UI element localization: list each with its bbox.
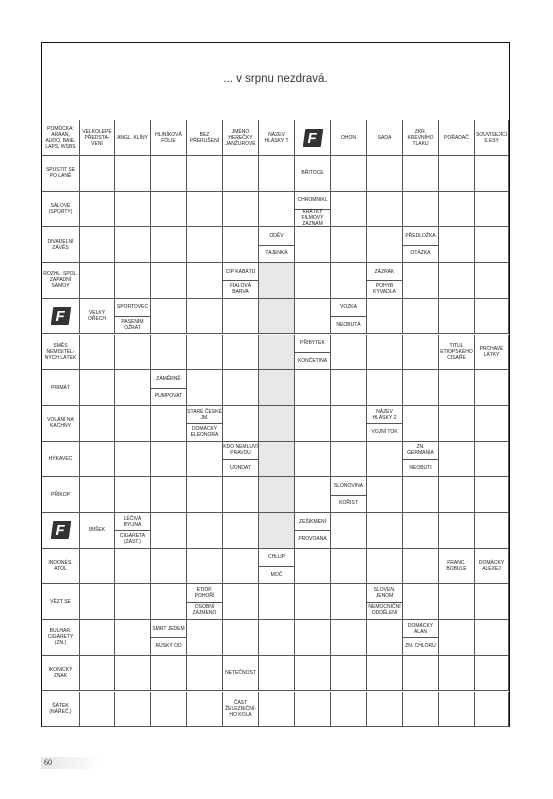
- answer-cell: [331, 656, 367, 692]
- answer-cell: [295, 656, 331, 692]
- answer-cell: [80, 406, 115, 442]
- clue-top: NÁZEV HLÁSKY Z: [367, 406, 402, 424]
- title-area: [42, 43, 509, 121]
- clue-top: ODĚV: [259, 227, 294, 245]
- answer-cell: [223, 227, 259, 263]
- answer-cell: [115, 692, 151, 728]
- clue-top: CHROMNIKL: [295, 192, 330, 210]
- answer-cell: [367, 656, 403, 692]
- answer-cell: [187, 513, 223, 549]
- clue-top: DOMÁCKY ALAN: [403, 620, 438, 638]
- answer-cell: [475, 263, 509, 299]
- answer-cell: [115, 227, 151, 263]
- answer-cell: [403, 584, 439, 620]
- clue-cell: PRIMÁT: [42, 370, 80, 406]
- header-clue-4: BEZ PŘERUŠENÍ: [187, 120, 223, 156]
- answer-cell: [295, 299, 331, 335]
- answer-cell: [439, 513, 475, 549]
- answer-cell: [151, 442, 187, 478]
- answer-cell: [439, 370, 475, 406]
- clue-cell: PRCHAVÉ LÁTKY: [475, 335, 509, 371]
- clue-bottom: KONČETINA: [297, 357, 328, 364]
- answer-cell: [295, 263, 331, 299]
- clue-bottom: VOJNÍ TOK: [371, 428, 398, 435]
- answer-cell: [151, 549, 187, 585]
- answer-cell: [151, 227, 187, 263]
- clue-cell: HÝKAVEC: [42, 442, 80, 478]
- clue-cell: ČÁST ŽELEZNIČNÍ-HO KOLA: [223, 692, 259, 728]
- answer-cell: [331, 156, 367, 192]
- answer-cell: [223, 156, 259, 192]
- split-clue-cell: [187, 584, 223, 620]
- header-clue-6: NÁZEV HLÁSKY T: [259, 120, 295, 156]
- clue-top: PŘÍBYTEK: [295, 335, 330, 353]
- answer-cell: [115, 335, 151, 371]
- split-clue-cell: [295, 513, 331, 549]
- answer-cell: [259, 656, 295, 692]
- answer-cell: [187, 227, 223, 263]
- clue-top: CÍP KABÁTU: [223, 263, 258, 281]
- split-clue-cell: [259, 227, 295, 263]
- clue-bottom: TAJENKA: [265, 250, 288, 257]
- header-clue-3: HLINÍKOVÁ FÓLIE: [151, 120, 187, 156]
- answer-cell: [115, 656, 151, 692]
- answer-cell: [403, 156, 439, 192]
- answer-cell: [187, 692, 223, 728]
- answer-cell: [295, 370, 331, 406]
- cell-r4-c0: [42, 299, 80, 335]
- answer-cell: [223, 477, 259, 513]
- split-clue-cell: [331, 299, 367, 335]
- answer-cell: [151, 406, 187, 442]
- clue-bottom: KRÁTKÝ FILMOVÝ ZÁZNAM: [301, 208, 324, 227]
- clue-cell: DIVADELNÍ ZÁVĚS: [42, 227, 80, 263]
- answer-cell: [259, 477, 295, 513]
- clue-top: LÉČIVÁ BYLINA: [115, 513, 150, 531]
- answer-cell: [80, 692, 115, 728]
- answer-cell: [475, 656, 509, 692]
- answer-cell: [403, 370, 439, 406]
- answer-cell: [475, 477, 509, 513]
- clue-cell: VĚZT SE: [42, 584, 80, 620]
- answer-cell: [115, 584, 151, 620]
- split-clue-cell: [331, 477, 367, 513]
- clue-cell: IBIŠEK: [80, 513, 115, 549]
- answer-cell: [187, 156, 223, 192]
- answer-cell: [439, 656, 475, 692]
- header-clue-11: POŘADAČ: [439, 120, 475, 156]
- answer-cell: [295, 584, 331, 620]
- clue-cell: DOMÁCKY ALEXEJ: [475, 549, 509, 585]
- answer-cell: [403, 406, 439, 442]
- answer-cell: [475, 227, 509, 263]
- clue-bottom: UONDAT: [230, 464, 251, 471]
- header-clue-12: SOUVISEJÍCÍ S ESY: [475, 120, 509, 156]
- answer-cell: [151, 656, 187, 692]
- clue-bottom: POHYB KYVADLA: [373, 283, 396, 296]
- answer-cell: [80, 370, 115, 406]
- answer-cell: [367, 513, 403, 549]
- split-clue-cell: [115, 513, 151, 549]
- answer-cell: [367, 370, 403, 406]
- answer-cell: [367, 549, 403, 585]
- clue-cell: TITUL ETIOPSKÉHO CÍSAŘE: [439, 335, 475, 371]
- answer-cell: [259, 370, 295, 406]
- split-clue-cell: [403, 620, 439, 656]
- header-clue-9: SADA: [367, 120, 403, 156]
- clue-top: SLOVEN. JENOM: [367, 584, 402, 602]
- answer-cell: [403, 513, 439, 549]
- clue-top: ZÁMĚRNĚ: [151, 370, 186, 388]
- answer-cell: [475, 442, 509, 478]
- clue-top: ZEŠIKMENÍ: [295, 513, 330, 531]
- clue-bottom: PUMPOVAT: [154, 393, 183, 400]
- header-clue-1: VELKOLEPÉ PŘEDSTA-VENÍ: [80, 120, 115, 156]
- clue-top: SMRT JEDEM: [151, 620, 186, 638]
- cell-r10-c0: [42, 513, 80, 549]
- answer-cell: [151, 584, 187, 620]
- crossword-grid: [41, 42, 510, 727]
- split-clue-cell: [151, 620, 187, 656]
- clue-bottom: NEOBUTÁ: [336, 321, 361, 328]
- split-clue-cell: [367, 263, 403, 299]
- answer-cell: [223, 299, 259, 335]
- answer-cell: [223, 549, 259, 585]
- answer-cell: [223, 192, 259, 228]
- answer-cell: [259, 192, 295, 228]
- answer-cell: [331, 370, 367, 406]
- answer-cell: [475, 192, 509, 228]
- answer-cell: [115, 192, 151, 228]
- answer-cell: [151, 335, 187, 371]
- answer-cell: [259, 299, 295, 335]
- answer-cell: [367, 477, 403, 513]
- answer-cell: [80, 584, 115, 620]
- publisher-logo-icon: F: [52, 521, 70, 539]
- clue-cell: FRANC. BOBULE: [439, 549, 475, 585]
- clue-cell: SÁLOVÉ (SPORTY): [42, 192, 80, 228]
- answer-cell: [367, 335, 403, 371]
- answer-cell: [187, 477, 223, 513]
- page-number: 60: [41, 757, 101, 769]
- clue-bottom: ZN. CHLÓRU: [405, 643, 436, 650]
- answer-cell: [439, 156, 475, 192]
- answer-cell: [223, 370, 259, 406]
- header-clue-8: OHON: [331, 120, 367, 156]
- split-clue-cell: [187, 406, 223, 442]
- answer-cell: [80, 620, 115, 656]
- clue-bottom: RUSKÝ OD: [155, 643, 182, 650]
- answer-cell: [187, 299, 223, 335]
- answer-cell: [403, 692, 439, 728]
- answer-cell: [187, 442, 223, 478]
- answer-cell: [439, 406, 475, 442]
- answer-cell: [115, 477, 151, 513]
- answer-cell: [259, 442, 295, 478]
- answer-cell: [259, 620, 295, 656]
- split-clue-cell: [403, 442, 439, 478]
- answer-cell: [439, 299, 475, 335]
- answer-cell: [475, 406, 509, 442]
- clue-cell: IKONICKÝ ZNAK: [42, 656, 80, 692]
- answer-cell: [80, 442, 115, 478]
- answer-cell: [331, 406, 367, 442]
- clue-bottom: OSOBNÍ ZÁJMENO: [192, 604, 217, 617]
- answer-cell: [115, 549, 151, 585]
- answer-cell: [80, 656, 115, 692]
- answer-cell: [439, 477, 475, 513]
- clue-bottom: MOČ: [270, 571, 283, 578]
- header-clue-0: POMŮCKA: ARAAN, AUDO, BAIE, LAPS, WSBS: [42, 120, 80, 156]
- answer-cell: [80, 263, 115, 299]
- answer-cell: [331, 513, 367, 549]
- answer-cell: [151, 513, 187, 549]
- answer-cell: [439, 227, 475, 263]
- answer-cell: [331, 549, 367, 585]
- answer-cell: [259, 584, 295, 620]
- clue-bottom: KOŘIST: [339, 500, 358, 507]
- answer-cell: [367, 692, 403, 728]
- clue-top: CHLUP: [259, 549, 294, 567]
- answer-cell: [80, 227, 115, 263]
- clue-cell: SMĚS NEMISITEL-NÝCH LÁTEK: [42, 335, 80, 371]
- answer-cell: [439, 584, 475, 620]
- answer-cell: [403, 263, 439, 299]
- answer-cell: [295, 549, 331, 585]
- answer-cell: [151, 263, 187, 299]
- answer-cell: [151, 692, 187, 728]
- clue-top: SPORTOVEC: [115, 299, 150, 317]
- clue-top: ZÁZRAK: [367, 263, 402, 281]
- answer-cell: [187, 620, 223, 656]
- answer-cell: [223, 335, 259, 371]
- answer-cell: [331, 335, 367, 371]
- answer-cell: [403, 477, 439, 513]
- header-clue-5: JMÉNO HEREČKY JANŽUROVÉ: [223, 120, 259, 156]
- clue-cell: BŘITOCE: [295, 156, 331, 192]
- answer-cell: [439, 442, 475, 478]
- split-clue-cell: [295, 335, 331, 371]
- split-clue-cell: [223, 442, 259, 478]
- answer-cell: [403, 335, 439, 371]
- answer-cell: [187, 656, 223, 692]
- clue-top: VOZKA: [331, 299, 366, 317]
- clue-bottom: DOMÁCKY ELEONORA: [190, 425, 219, 438]
- split-clue-cell: [367, 406, 403, 442]
- clue-bottom: NEMOCNIČNÍ ODDĚLENÍ: [368, 604, 401, 617]
- answer-cell: [115, 156, 151, 192]
- split-clue-cell: [367, 584, 403, 620]
- answer-cell: [80, 477, 115, 513]
- split-clue-cell: [295, 192, 331, 228]
- split-clue-cell: [259, 549, 295, 585]
- answer-cell: [367, 299, 403, 335]
- answer-cell: [115, 442, 151, 478]
- split-clue-cell: [151, 370, 187, 406]
- clue-bottom: CIGARETA (ZAST.): [119, 533, 146, 546]
- answer-cell: [331, 620, 367, 656]
- answer-cell: [151, 299, 187, 335]
- clue-bottom: FIALOVÁ BARVA: [229, 283, 252, 296]
- clue-bottom: NEOBUTI: [409, 464, 432, 471]
- answer-cell: [331, 584, 367, 620]
- header-clue-2: ANGL. KLÍNY: [115, 120, 151, 156]
- answer-cell: [331, 263, 367, 299]
- answer-cell: [259, 335, 295, 371]
- answer-cell: [367, 156, 403, 192]
- answer-cell: [331, 442, 367, 478]
- clue-bottom: PROVOANÁ: [298, 536, 327, 543]
- answer-cell: [259, 692, 295, 728]
- answer-cell: [367, 620, 403, 656]
- answer-cell: [187, 263, 223, 299]
- header-clue-7: [295, 120, 331, 156]
- answer-cell: [475, 620, 509, 656]
- answer-cell: [439, 263, 475, 299]
- answer-cell: [80, 192, 115, 228]
- clue-cell: INDONÉS. ATOL: [42, 549, 80, 585]
- answer-cell: [403, 656, 439, 692]
- answer-cell: [187, 335, 223, 371]
- answer-cell: [331, 192, 367, 228]
- clue-top: PŘEDLOŽKA: [403, 227, 438, 245]
- answer-cell: [475, 513, 509, 549]
- puzzle-title: ... v srpnu nezdravá.: [223, 73, 328, 85]
- answer-cell: [223, 406, 259, 442]
- publisher-logo-icon: F: [52, 307, 70, 325]
- header-clue-10: ZKR. KREVNÍHO TLAKU: [403, 120, 439, 156]
- answer-cell: [151, 156, 187, 192]
- answer-cell: [259, 513, 295, 549]
- answer-cell: [259, 156, 295, 192]
- split-clue-cell: [223, 263, 259, 299]
- answer-cell: [187, 370, 223, 406]
- answer-cell: [259, 406, 295, 442]
- answer-cell: [295, 227, 331, 263]
- answer-cell: [403, 299, 439, 335]
- answer-cell: [80, 156, 115, 192]
- clue-cell: VELKÝ OŘECH: [80, 299, 115, 335]
- answer-cell: [151, 477, 187, 513]
- clue-top: STARÉ ČESKÉ JM.: [187, 406, 222, 424]
- answer-cell: [331, 227, 367, 263]
- answer-cell: [439, 192, 475, 228]
- answer-cell: [115, 370, 151, 406]
- answer-cell: [295, 692, 331, 728]
- answer-cell: [187, 549, 223, 585]
- clue-top: SLONOVINA: [331, 477, 366, 495]
- answer-cell: [223, 584, 259, 620]
- answer-cell: [439, 692, 475, 728]
- answer-cell: [187, 192, 223, 228]
- answer-cell: [475, 370, 509, 406]
- answer-cell: [475, 692, 509, 728]
- clue-cell: BULHAR. CIGARETY (ZN.): [42, 620, 80, 656]
- answer-cell: [295, 406, 331, 442]
- answer-cell: [295, 477, 331, 513]
- answer-cell: [475, 156, 509, 192]
- clue-top: ETIOP. POHOŘÍ: [187, 584, 222, 602]
- answer-cell: [403, 192, 439, 228]
- answer-cell: [295, 442, 331, 478]
- answer-cell: [80, 549, 115, 585]
- clue-top: ZN. GERMÁNIA: [403, 442, 438, 460]
- answer-cell: [367, 442, 403, 478]
- answer-cell: [367, 227, 403, 263]
- clue-bottom: OTÁZKA: [410, 250, 431, 257]
- clue-cell: NETEČNOST: [223, 656, 259, 692]
- publisher-logo-icon: F: [304, 129, 322, 147]
- answer-cell: [115, 620, 151, 656]
- clue-cell: VOLÁNÍ NA KACHNY: [42, 406, 80, 442]
- clue-bottom: PASENÍM OŽRAT: [121, 318, 144, 331]
- clue-cell: PŘÍKOP: [42, 477, 80, 513]
- answer-cell: [115, 406, 151, 442]
- answer-cell: [223, 513, 259, 549]
- answer-cell: [80, 335, 115, 371]
- answer-cell: [439, 620, 475, 656]
- answer-cell: [115, 263, 151, 299]
- clue-cell: SPUSTIT SE PO LANĚ: [42, 156, 80, 192]
- answer-cell: [475, 299, 509, 335]
- answer-cell: [223, 620, 259, 656]
- clue-cell: ŠÁTEK (NÁŘEČ.): [42, 692, 80, 728]
- answer-cell: [151, 192, 187, 228]
- answer-cell: [295, 620, 331, 656]
- answer-cell: [367, 192, 403, 228]
- clue-cell: ROZHL. SPOL. ZÁPADNÍ SAMOY: [42, 263, 80, 299]
- split-clue-cell: [115, 299, 151, 335]
- answer-cell: [403, 549, 439, 585]
- clue-top: KDO NEMLUVÍ PRAVDU: [223, 442, 258, 460]
- answer-cell: [259, 263, 295, 299]
- answer-cell: [331, 692, 367, 728]
- answer-cell: [475, 584, 509, 620]
- split-clue-cell: [403, 227, 439, 263]
